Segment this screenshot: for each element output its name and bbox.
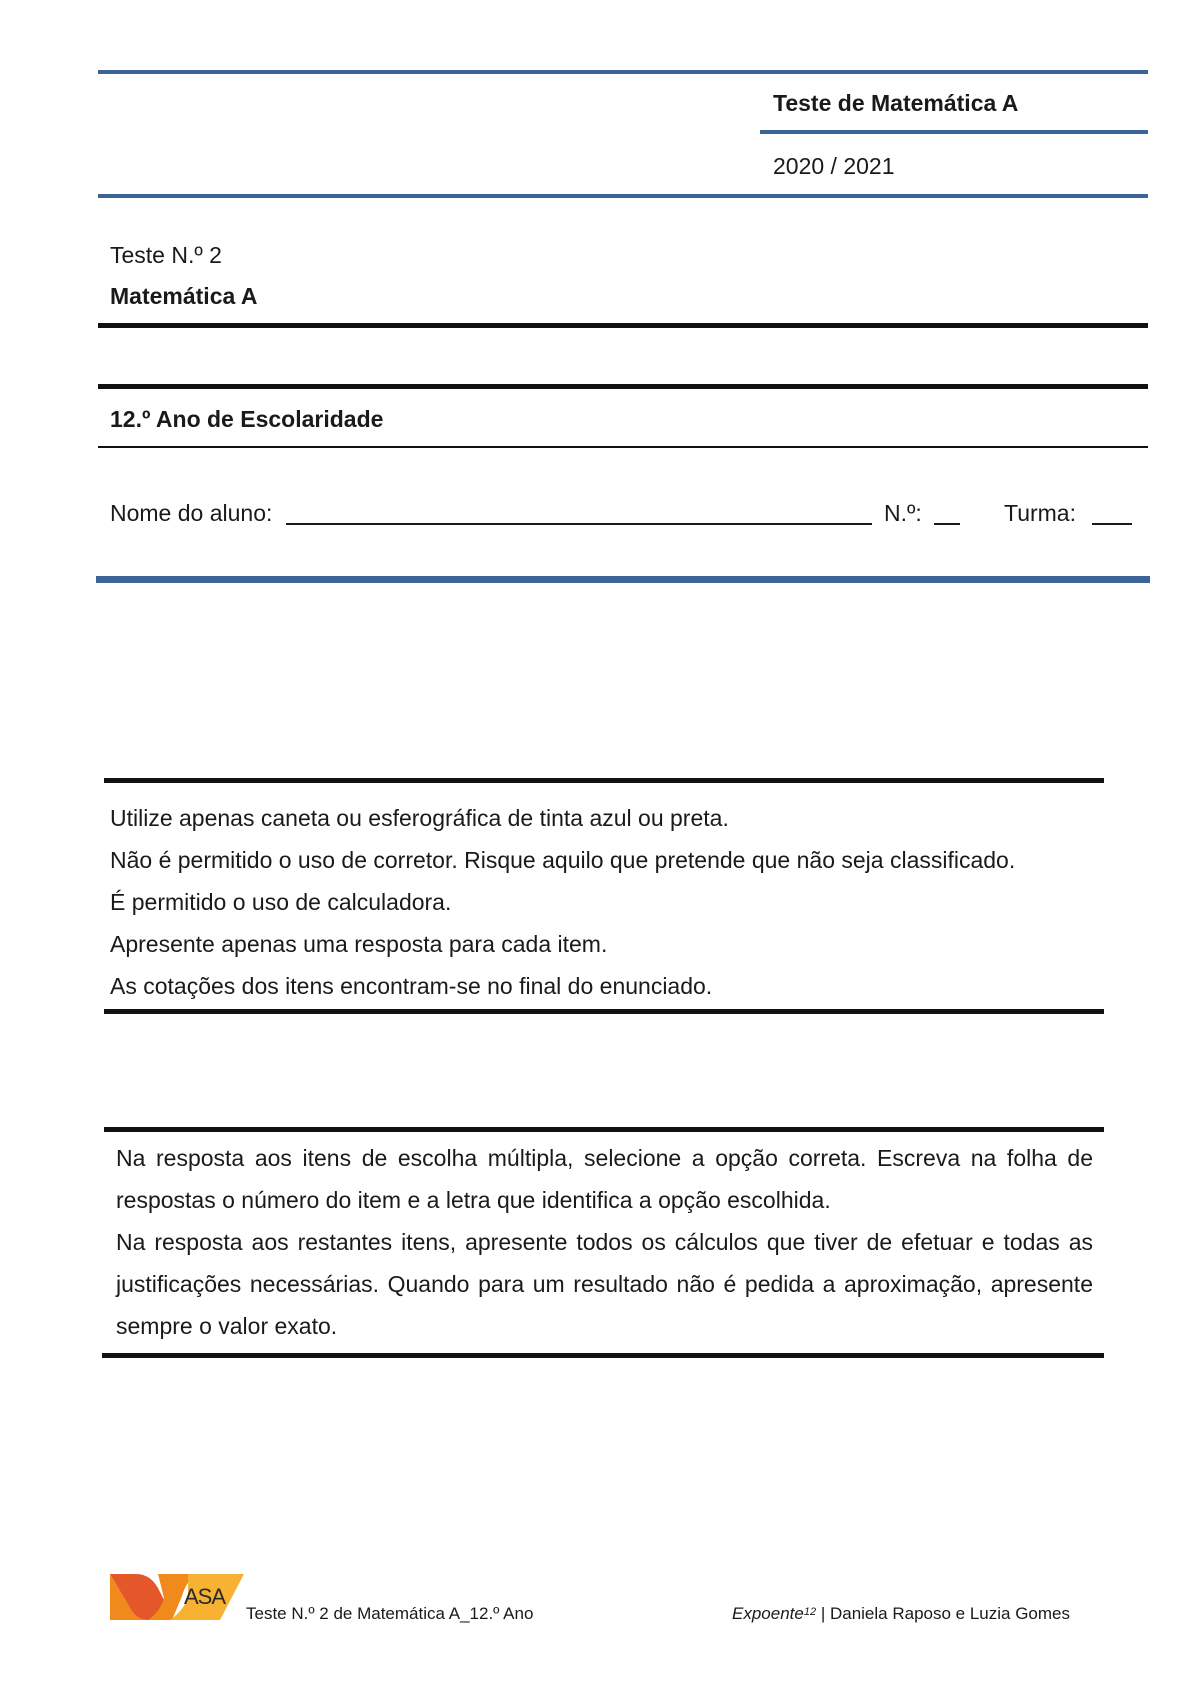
form-bottom-rule (96, 576, 1150, 583)
answer-rules-list (116, 1137, 1093, 1347)
instruction-item: Apresente apenas uma resposta para cada item. (110, 931, 608, 957)
answer-rules-top-rule (104, 1127, 1104, 1132)
instruction-item: Utilize apenas caneta ou esferográfica de tinta azul ou preta. (110, 805, 729, 831)
test-number: Teste N.º 2 (110, 242, 222, 268)
header-mid-rule (760, 130, 1148, 134)
answer-rules-bottom-rule (102, 1353, 1104, 1358)
instruction-item: É permitido o uso de calculadora. (110, 889, 452, 915)
student-number-label: N.º: (884, 500, 922, 526)
test-subject: Matemática A (110, 283, 258, 309)
student-number-field[interactable] (934, 523, 960, 525)
footer-book-name: Expoente (732, 1604, 804, 1623)
subject-rule (98, 323, 1148, 328)
instructions-list (110, 797, 1015, 1007)
grade-bottom-rule (98, 446, 1148, 448)
student-name-label: Nome do aluno: (110, 500, 273, 526)
asa-logo-text: ASA (184, 1584, 226, 1609)
answer-rule-item: Na resposta aos restantes itens, apresente todos os cálculos que tiver de efetuar e todas as justificações necessárias. Quando para um resultado não é pedida a aproximação, apresente sempre o valor exato. (116, 1229, 1093, 1339)
asa-logo (108, 1572, 244, 1622)
instructions-bottom-rule (104, 1009, 1104, 1014)
footer-test-title: Teste N.º 2 de Matemática A_12.º Ano (246, 1604, 534, 1623)
header-bottom-rule (98, 194, 1148, 198)
answer-rule-item: Na resposta aos itens de escolha múltipla, selecione a opção correta. Escreva na folha de respostas o número do item e a letra que identifica a opção escolhida. (116, 1145, 1093, 1213)
student-class-label: Turma: (1004, 500, 1076, 526)
footer-authors: | Daniela Raposo e Luzia Gomes (820, 1604, 1070, 1623)
student-class-field[interactable] (1092, 523, 1132, 525)
header-school-year: 2020 / 2021 (773, 153, 895, 179)
header-top-rule (98, 70, 1148, 74)
footer-book-superscript: 12 (803, 1606, 817, 1618)
footer-credits (732, 1604, 1070, 1624)
instructions-top-rule (104, 778, 1104, 783)
student-name-field[interactable] (286, 523, 872, 525)
grade-top-rule (98, 384, 1148, 389)
grade-label: 12.º Ano de Escolaridade (110, 406, 384, 432)
header-subject-title: Teste de Matemática A (773, 90, 1019, 116)
instruction-item: As cotações dos itens encontram-se no final do enunciado. (110, 973, 713, 999)
instruction-item: Não é permitido o uso de corretor. Risque aquilo que pretende que não seja classificado. (110, 847, 1016, 873)
